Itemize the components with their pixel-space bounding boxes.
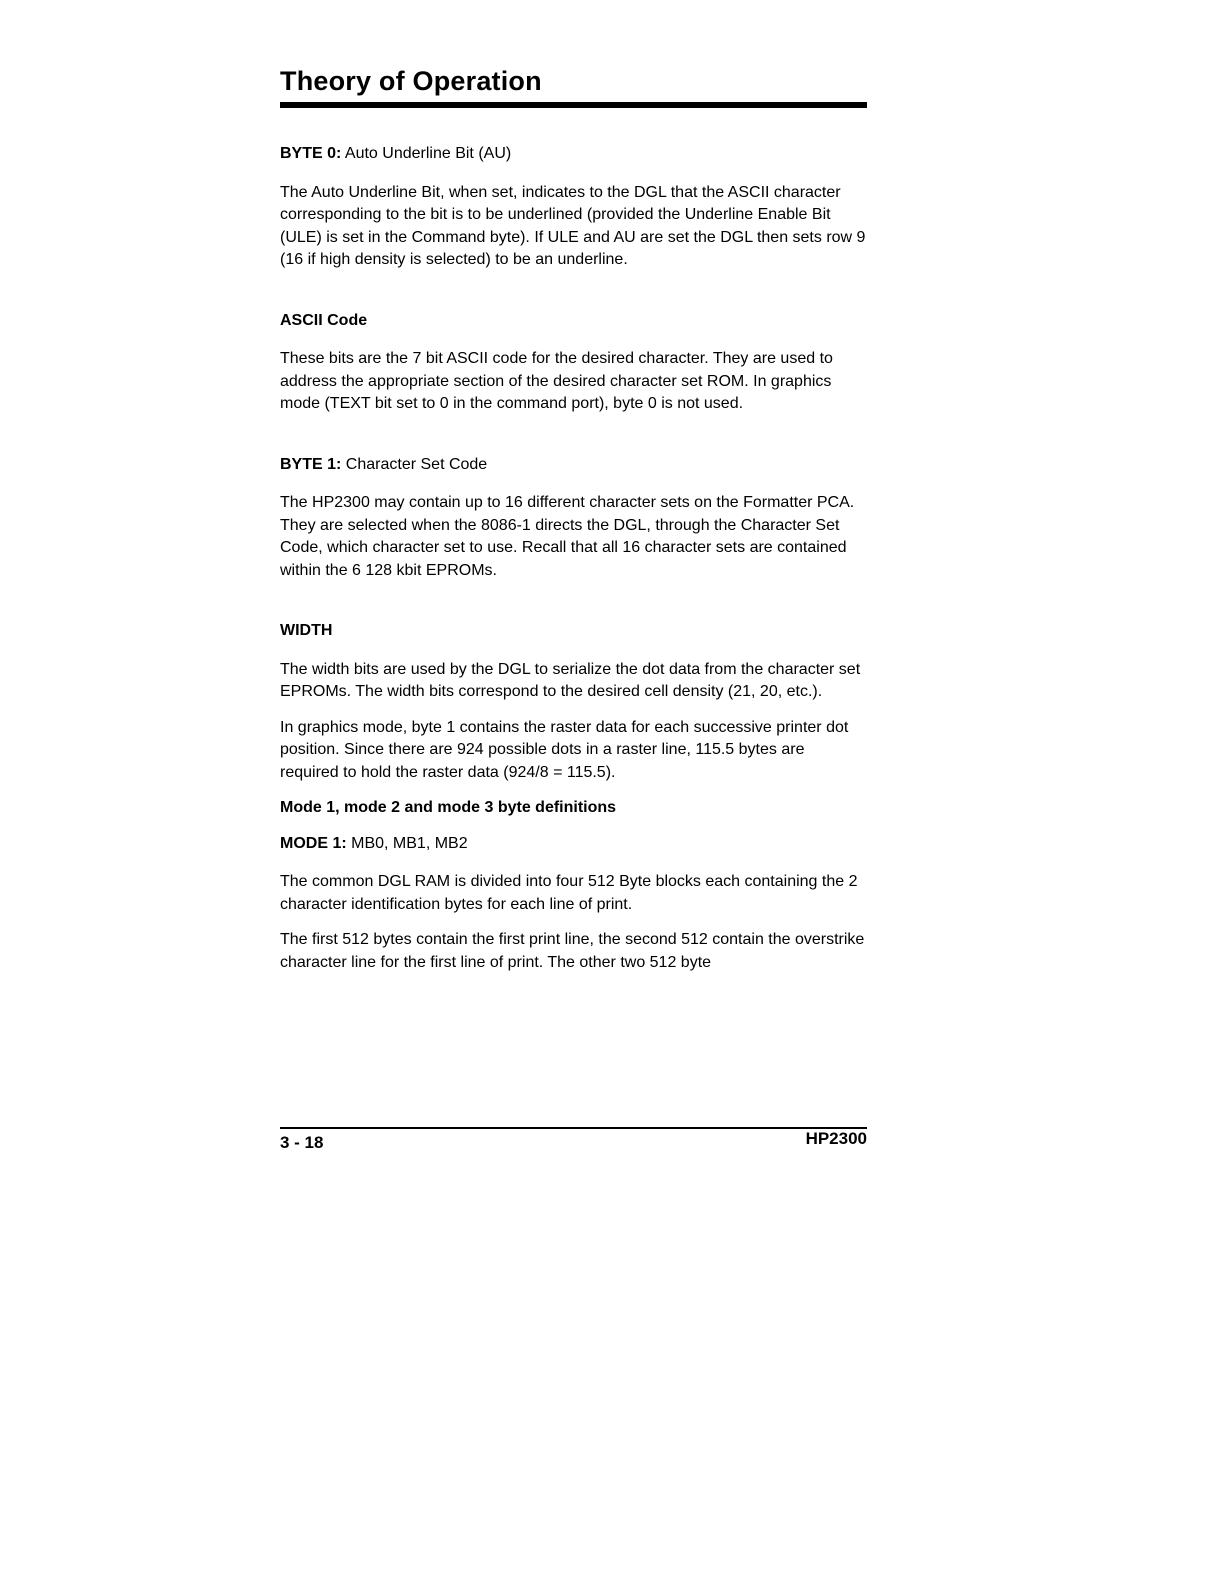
width-paragraph-1: The width bits are used by the DGL to serialize the dot data from the character set EPROMs. The width bits correspond to the desired cell density (21, 20, etc.). — [280, 660, 861, 700]
byte0-label: BYTE 0: — [280, 145, 342, 162]
product-name: HP2300 — [805, 1129, 867, 1148]
width-heading: WIDTH — [280, 622, 333, 639]
page-number: 3 - 18 — [280, 1133, 324, 1152]
byte1-heading — [280, 454, 866, 477]
byte0-paragraph: The Auto Underline Bit, when set, indicates to the DGL that the ASCII character corresponding to the bit is to be underlined (provided the Underline Enable Bit (ULE) is set in the Command byte). If ULE and AU are set the DGL then sets row 9 (16 if high density is selected) to be an underline. — [280, 183, 866, 268]
byte0-heading — [280, 143, 866, 166]
ascii-code-paragraph: These bits are the 7 bit ASCII code for the desired character. They are used to address the appropriate section of the desired character set ROM. In graphics mode (TEXT bit set to 0 in the command port), byte 0 is not used. — [280, 350, 833, 412]
mode1-paragraph-2: The first 512 bytes contain the first print line, the second 512 contain the overstrike character line for the first line of print. The other two 512 byte — [280, 931, 865, 971]
page-title: Theory of Operation — [280, 66, 542, 96]
byte1-label: BYTE 1: — [280, 455, 342, 473]
document-page — [280, 0, 868, 1584]
width-paragraph-2: In graphics mode, byte 1 contains the raster data for each successive printer dot position. Since there are 924 possible dots in a raster line, 115.5 bytes are required to hold the raster data (924/8 = 115.5). — [280, 718, 849, 781]
mode1-label: MODE 1: — [280, 834, 347, 852]
ascii-code-heading: ASCII Code — [280, 311, 368, 329]
mode-definitions-heading: Mode 1, mode 2 and mode 3 byte definitions — [280, 799, 617, 816]
header-divider — [280, 102, 867, 108]
byte0-title: Auto Underline Bit (AU) — [344, 145, 512, 162]
mode1-paragraph-1: The common DGL RAM is divided into four 512 Byte blocks each containing the 2 character identification bytes for each line of print. — [280, 873, 858, 913]
page-content — [280, 143, 866, 974]
footer-divider — [280, 1127, 867, 1129]
byte1-paragraph: The HP2300 may contain up to 16 different character sets on the Formatter PCA. They are selected when the 8086-1 directs the DGL, through the Character Set Code, which character set to use. Recall that all 16 character sets are contained within the 6 128 kbit EPROMs. — [280, 494, 855, 579]
byte1-title: Character Set Code — [345, 455, 488, 473]
mode1-heading — [280, 833, 866, 856]
mode1-title: MB0, MB1, MB2 — [351, 834, 468, 852]
